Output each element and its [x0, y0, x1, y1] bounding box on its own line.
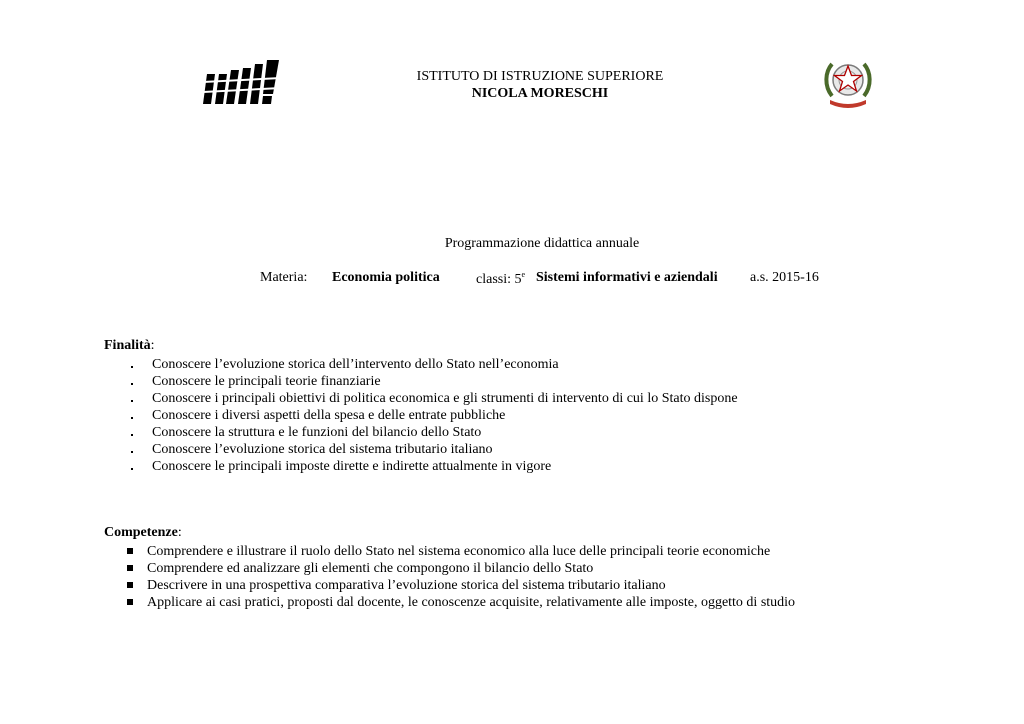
list-item: Conoscere i principali obiettivi di politica economica e gli strumenti di intervento di cui lo Stato dispone	[152, 391, 738, 406]
finalita-heading	[104, 338, 155, 354]
competenze-list	[147, 543, 795, 611]
competenze-heading	[104, 525, 182, 541]
list-item: Comprendere e illustrare il ruolo dello Stato nel sistema economico alla luce delle principali teorie economiche	[147, 543, 795, 560]
institute-header	[390, 68, 690, 102]
subject-info-row	[0, 270, 1024, 290]
institute-name-line1: ISTITUTO DI ISTRUZIONE SUPERIORE	[416, 69, 664, 84]
list-item: Conoscere le principali imposte dirette e indirette attualmente in vigore	[152, 458, 738, 475]
finalita-colon: :	[150, 338, 155, 353]
program-title: Programmazione didattica annuale	[444, 236, 640, 251]
classi-superscript: e	[521, 270, 526, 279]
materia-label: Materia:	[260, 270, 308, 285]
list-item: Comprendere ed analizzare gli elementi che compongono il bilancio dello Stato	[147, 560, 795, 577]
school-logo-icon	[203, 58, 281, 106]
finalita-title: Finalità	[104, 338, 151, 353]
materia-value: Economia politica	[332, 270, 440, 285]
italian-republic-emblem-icon	[822, 56, 874, 110]
list-item: Applicare ai casi pratici, proposti dal docente, le conoscenze acquisite, relativamente alle imposte, oggetto di studio	[147, 595, 796, 610]
list-item: Conoscere la struttura e le funzioni del bilancio dello Stato	[152, 424, 738, 441]
list-item: Conoscere l’evoluzione storica del sistema tributario italiano	[152, 441, 738, 458]
classi-value: Sistemi informativi e aziendali	[536, 270, 718, 285]
classi-label	[476, 270, 525, 288]
list-item: Descrivere in una prospettiva comparativa l’evoluzione storica del sistema tributario italiano	[147, 577, 795, 594]
list-item: Conoscere le principali teorie finanziarie	[152, 373, 738, 390]
institute-name-line2: NICOLA MORESCHI	[471, 86, 609, 101]
list-item: Conoscere i diversi aspetti della spesa e delle entrate pubbliche	[152, 407, 738, 424]
academic-year: a.s. 2015-16	[750, 270, 819, 285]
finalita-list	[152, 356, 738, 475]
competenze-colon: :	[177, 525, 182, 540]
classi-label-text: classi: 5	[476, 272, 522, 287]
list-item: Conoscere l’evoluzione storica dell’intervento dello Stato nell’economia	[152, 356, 738, 373]
competenze-title: Competenze	[104, 525, 178, 540]
